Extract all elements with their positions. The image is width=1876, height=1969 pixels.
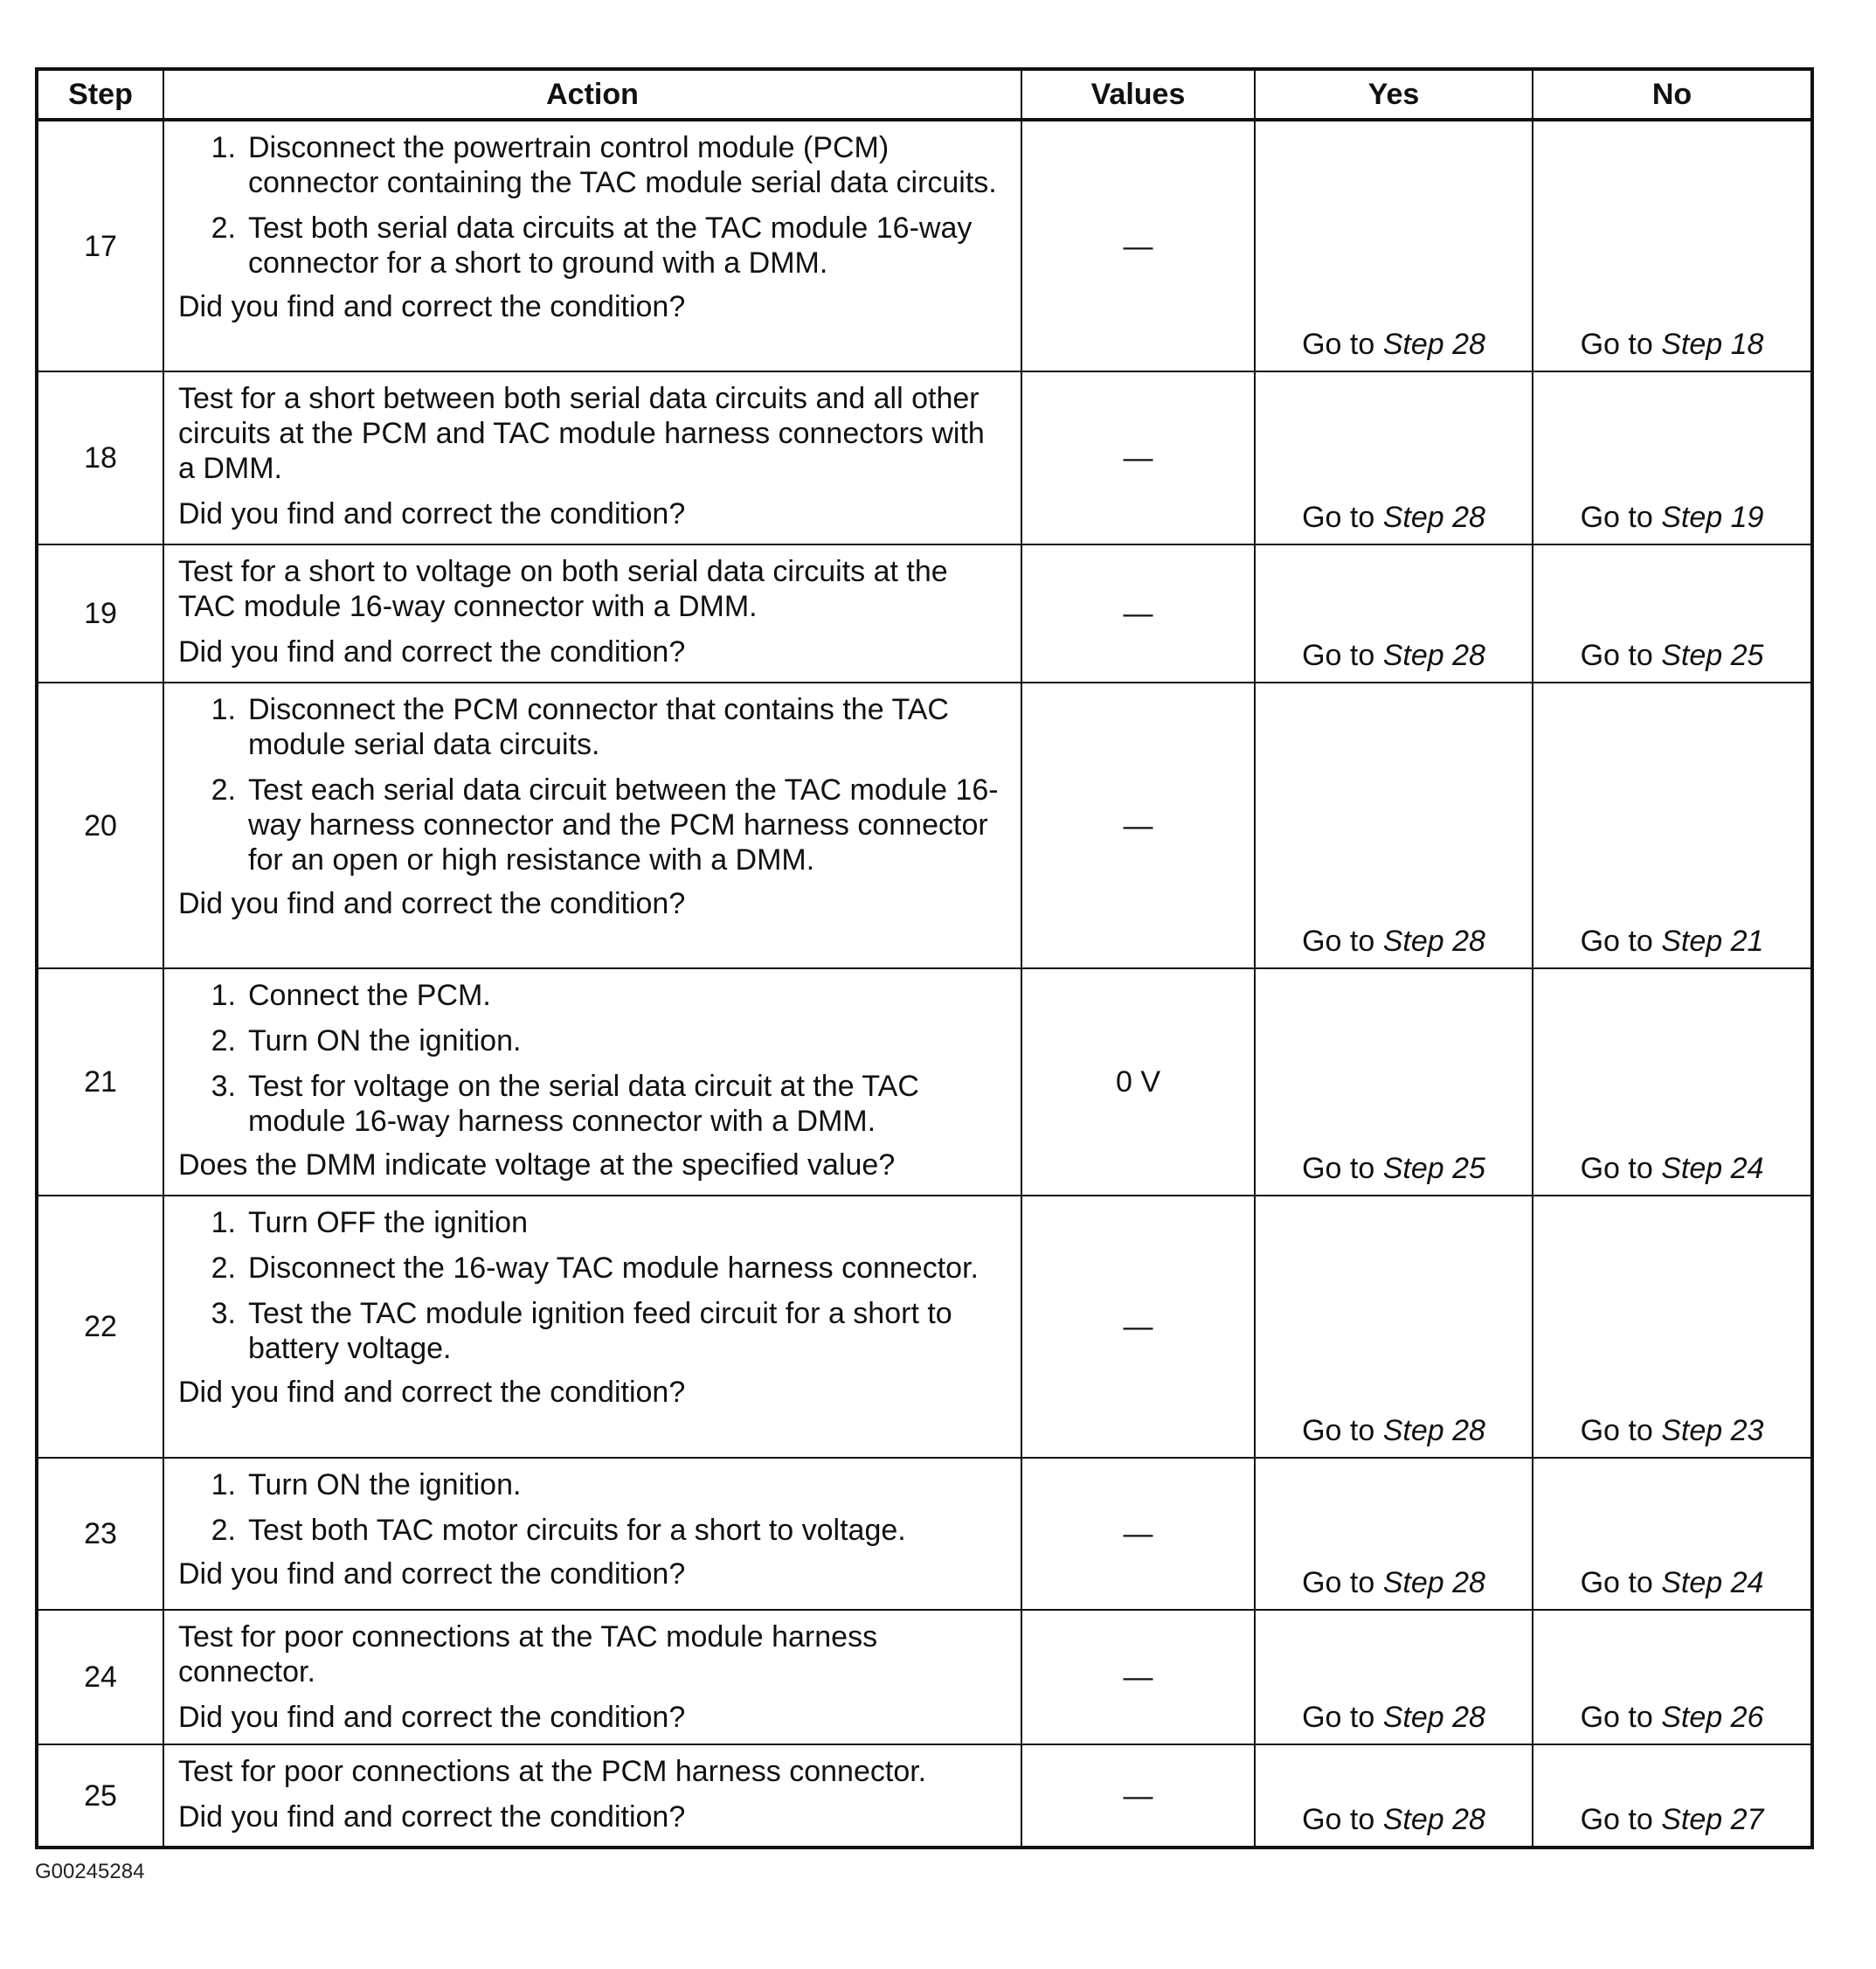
action-step	[178, 130, 1008, 200]
yes-cell	[1255, 544, 1533, 683]
goto-step-ref: Step 28	[1382, 639, 1485, 672]
goto-step-ref: Step 24	[1661, 1152, 1764, 1185]
diagnostic-table	[35, 67, 1814, 1849]
goto-step-ref: Step 28	[1382, 1566, 1485, 1599]
step-number: 21	[37, 968, 163, 1196]
goto-prefix: Go to	[1302, 925, 1375, 958]
goto-step-ref: Step 25	[1382, 1152, 1485, 1185]
action-cell	[163, 1610, 1021, 1744]
yes-cell	[1255, 1744, 1533, 1848]
goto-prefix: Go to	[1580, 1152, 1653, 1185]
goto-step-ref: Step 25	[1661, 639, 1764, 672]
goto-prefix: Go to	[1580, 1566, 1653, 1599]
action-question: Did you find and correct the condition?	[178, 290, 686, 323]
action-question: Did you find and correct the condition?	[178, 635, 686, 669]
action-question: Did you find and correct the condition?	[178, 1701, 686, 1734]
action-step-text: Turn ON the ignition.	[248, 1468, 522, 1501]
header-action: Action	[163, 69, 1021, 120]
header-yes: Yes	[1255, 69, 1533, 120]
action-step-number: 1.	[211, 131, 236, 164]
action-step	[178, 1069, 1008, 1139]
action-step-text: Test for voltage on the serial data circuit at the TAC module 16-way harness connector with a DMM.	[248, 1070, 919, 1138]
table-row	[37, 968, 1812, 1196]
no-cell	[1533, 1196, 1812, 1458]
goto-step-ref: Step 23	[1661, 1414, 1764, 1447]
value-cell: —	[1021, 371, 1255, 544]
action-question: Did you find and correct the condition?	[178, 1800, 686, 1834]
table-row	[37, 1458, 1812, 1610]
step-number: 19	[37, 544, 163, 683]
goto-prefix: Go to	[1302, 1414, 1375, 1447]
goto-prefix: Go to	[1580, 925, 1653, 958]
action-step	[178, 1205, 1008, 1240]
action-step-number: 3.	[211, 1070, 236, 1103]
yes-cell	[1255, 683, 1533, 968]
table-row	[37, 544, 1812, 683]
action-step-text: Disconnect the PCM connector that contains the TAC module serial data circuits.	[248, 693, 949, 761]
goto-prefix: Go to	[1302, 1803, 1375, 1836]
goto-prefix: Go to	[1580, 1701, 1653, 1734]
goto-step-ref: Step 28	[1382, 1414, 1485, 1447]
action-text: Test for a short to voltage on both serial data circuits at the TAC module 16-way connector with a DMM.	[178, 555, 948, 623]
action-step-number: 2.	[211, 773, 236, 807]
goto-step-ref: Step 26	[1661, 1701, 1764, 1734]
action-cell	[163, 120, 1021, 371]
header-step: Step	[37, 69, 163, 120]
goto-step-ref: Step 28	[1382, 1803, 1485, 1836]
action-steps-list	[178, 1205, 1008, 1366]
action-step	[178, 1467, 1008, 1502]
action-step-number: 1.	[211, 979, 236, 1012]
no-cell	[1533, 1458, 1812, 1610]
goto-step-ref: Step 21	[1661, 925, 1764, 958]
step-number: 20	[37, 683, 163, 968]
action-cell	[163, 371, 1021, 544]
step-number: 18	[37, 371, 163, 544]
value-cell: —	[1021, 544, 1255, 683]
goto-prefix: Go to	[1302, 639, 1375, 672]
action-text: Test for poor connections at the PCM harness connector.	[178, 1755, 927, 1788]
value-cell: 0 V	[1021, 968, 1255, 1196]
action-cell	[163, 544, 1021, 683]
table-row	[37, 1610, 1812, 1744]
action-step-text: Test each serial data circuit between the TAC module 16-way harness connector and the PCM harness connector for an open or high resistance with a DMM.	[248, 773, 999, 877]
goto-step-ref: Step 28	[1382, 1701, 1485, 1734]
action-steps-list	[178, 1467, 1008, 1548]
action-cell	[163, 968, 1021, 1196]
goto-prefix: Go to	[1580, 639, 1653, 672]
yes-cell	[1255, 1610, 1533, 1744]
goto-prefix: Go to	[1580, 501, 1653, 534]
goto-prefix: Go to	[1302, 501, 1375, 534]
action-step-number: 1.	[211, 1206, 236, 1239]
goto-step-ref: Step 18	[1661, 328, 1764, 361]
goto-step-ref: Step 28	[1382, 328, 1485, 361]
no-cell	[1533, 1610, 1812, 1744]
goto-prefix: Go to	[1302, 328, 1375, 361]
action-step-number: 3.	[211, 1297, 236, 1330]
action-step-text: Turn OFF the ignition	[248, 1206, 528, 1239]
figure-id: G00245284	[35, 1860, 145, 1883]
action-question: Did you find and correct the condition?	[178, 497, 686, 530]
goto-step-ref: Step 28	[1382, 501, 1485, 534]
goto-prefix: Go to	[1580, 328, 1653, 361]
header-no: No	[1533, 69, 1812, 120]
value-cell: —	[1021, 1610, 1255, 1744]
step-number: 24	[37, 1610, 163, 1744]
goto-step-ref: Step 27	[1661, 1803, 1764, 1836]
action-question: Did you find and correct the condition?	[178, 1376, 686, 1409]
action-step-text: Disconnect the 16-way TAC module harness connector.	[248, 1251, 979, 1285]
yes-cell	[1255, 371, 1533, 544]
value-cell: —	[1021, 120, 1255, 371]
header-values: Values	[1021, 69, 1255, 120]
action-step-text: Test both TAC motor circuits for a short to voltage.	[248, 1514, 906, 1547]
action-question: Did you find and correct the condition?	[178, 1557, 686, 1591]
yes-cell	[1255, 968, 1533, 1196]
action-step-number: 2.	[211, 1251, 236, 1285]
goto-prefix: Go to	[1580, 1803, 1653, 1836]
value-cell: —	[1021, 683, 1255, 968]
action-step	[178, 1296, 1008, 1366]
step-number: 22	[37, 1196, 163, 1458]
action-cell	[163, 1744, 1021, 1848]
value-cell: —	[1021, 1196, 1255, 1458]
goto-step-ref: Step 24	[1661, 1566, 1764, 1599]
yes-cell	[1255, 1196, 1533, 1458]
goto-step-ref: Step 19	[1661, 501, 1764, 534]
action-step	[178, 773, 1008, 877]
value-cell: —	[1021, 1744, 1255, 1848]
step-number: 25	[37, 1744, 163, 1848]
goto-prefix: Go to	[1302, 1701, 1375, 1734]
action-text: Test for a short between both serial data circuits and all other circuits at the PCM and TAC module harness connectors with a DMM.	[178, 382, 985, 485]
table-row	[37, 1196, 1812, 1458]
action-step-number: 2.	[211, 211, 236, 245]
yes-cell	[1255, 1458, 1533, 1610]
action-step-number: 2.	[211, 1024, 236, 1057]
goto-prefix: Go to	[1302, 1566, 1375, 1599]
table-header-row	[37, 69, 1812, 120]
value-cell: —	[1021, 1458, 1255, 1610]
table-row	[37, 683, 1812, 968]
no-cell	[1533, 120, 1812, 371]
action-question: Did you find and correct the condition?	[178, 887, 686, 920]
action-text: Test for poor connections at the TAC module harness connector.	[178, 1620, 878, 1688]
action-cell	[163, 683, 1021, 968]
action-step	[178, 978, 1008, 1013]
action-question: Does the DMM indicate voltage at the specified value?	[178, 1148, 896, 1182]
no-cell	[1533, 968, 1812, 1196]
step-number: 17	[37, 120, 163, 371]
table-row	[37, 120, 1812, 371]
action-step-number: 1.	[211, 1468, 236, 1501]
goto-prefix: Go to	[1302, 1152, 1375, 1185]
action-step	[178, 211, 1008, 281]
action-step	[178, 692, 1008, 762]
no-cell	[1533, 544, 1812, 683]
no-cell	[1533, 683, 1812, 968]
action-step-text: Test the TAC module ignition feed circuit for a short to battery voltage.	[248, 1297, 952, 1365]
action-step-text: Turn ON the ignition.	[248, 1024, 522, 1057]
no-cell	[1533, 1744, 1812, 1848]
action-step	[178, 1023, 1008, 1058]
action-cell	[163, 1458, 1021, 1610]
action-step-text: Connect the PCM.	[248, 979, 491, 1012]
no-cell	[1533, 371, 1812, 544]
action-step-text: Test both serial data circuits at the TAC module 16-way connector for a short to ground with a DMM.	[248, 211, 973, 280]
table-row	[37, 1744, 1812, 1848]
action-steps-list	[178, 130, 1008, 281]
action-step-number: 1.	[211, 693, 236, 726]
table-row	[37, 371, 1812, 544]
yes-cell	[1255, 120, 1533, 371]
action-step-number: 2.	[211, 1514, 236, 1547]
goto-prefix: Go to	[1580, 1414, 1653, 1447]
action-step-text: Disconnect the powertrain control module (PCM) connector containing the TAC module serial data circuits.	[248, 131, 997, 199]
goto-step-ref: Step 28	[1382, 925, 1485, 958]
action-step	[178, 1251, 1008, 1286]
action-cell	[163, 1196, 1021, 1458]
action-steps-list	[178, 978, 1008, 1139]
action-steps-list	[178, 692, 1008, 877]
step-number: 23	[37, 1458, 163, 1610]
action-step	[178, 1513, 1008, 1548]
